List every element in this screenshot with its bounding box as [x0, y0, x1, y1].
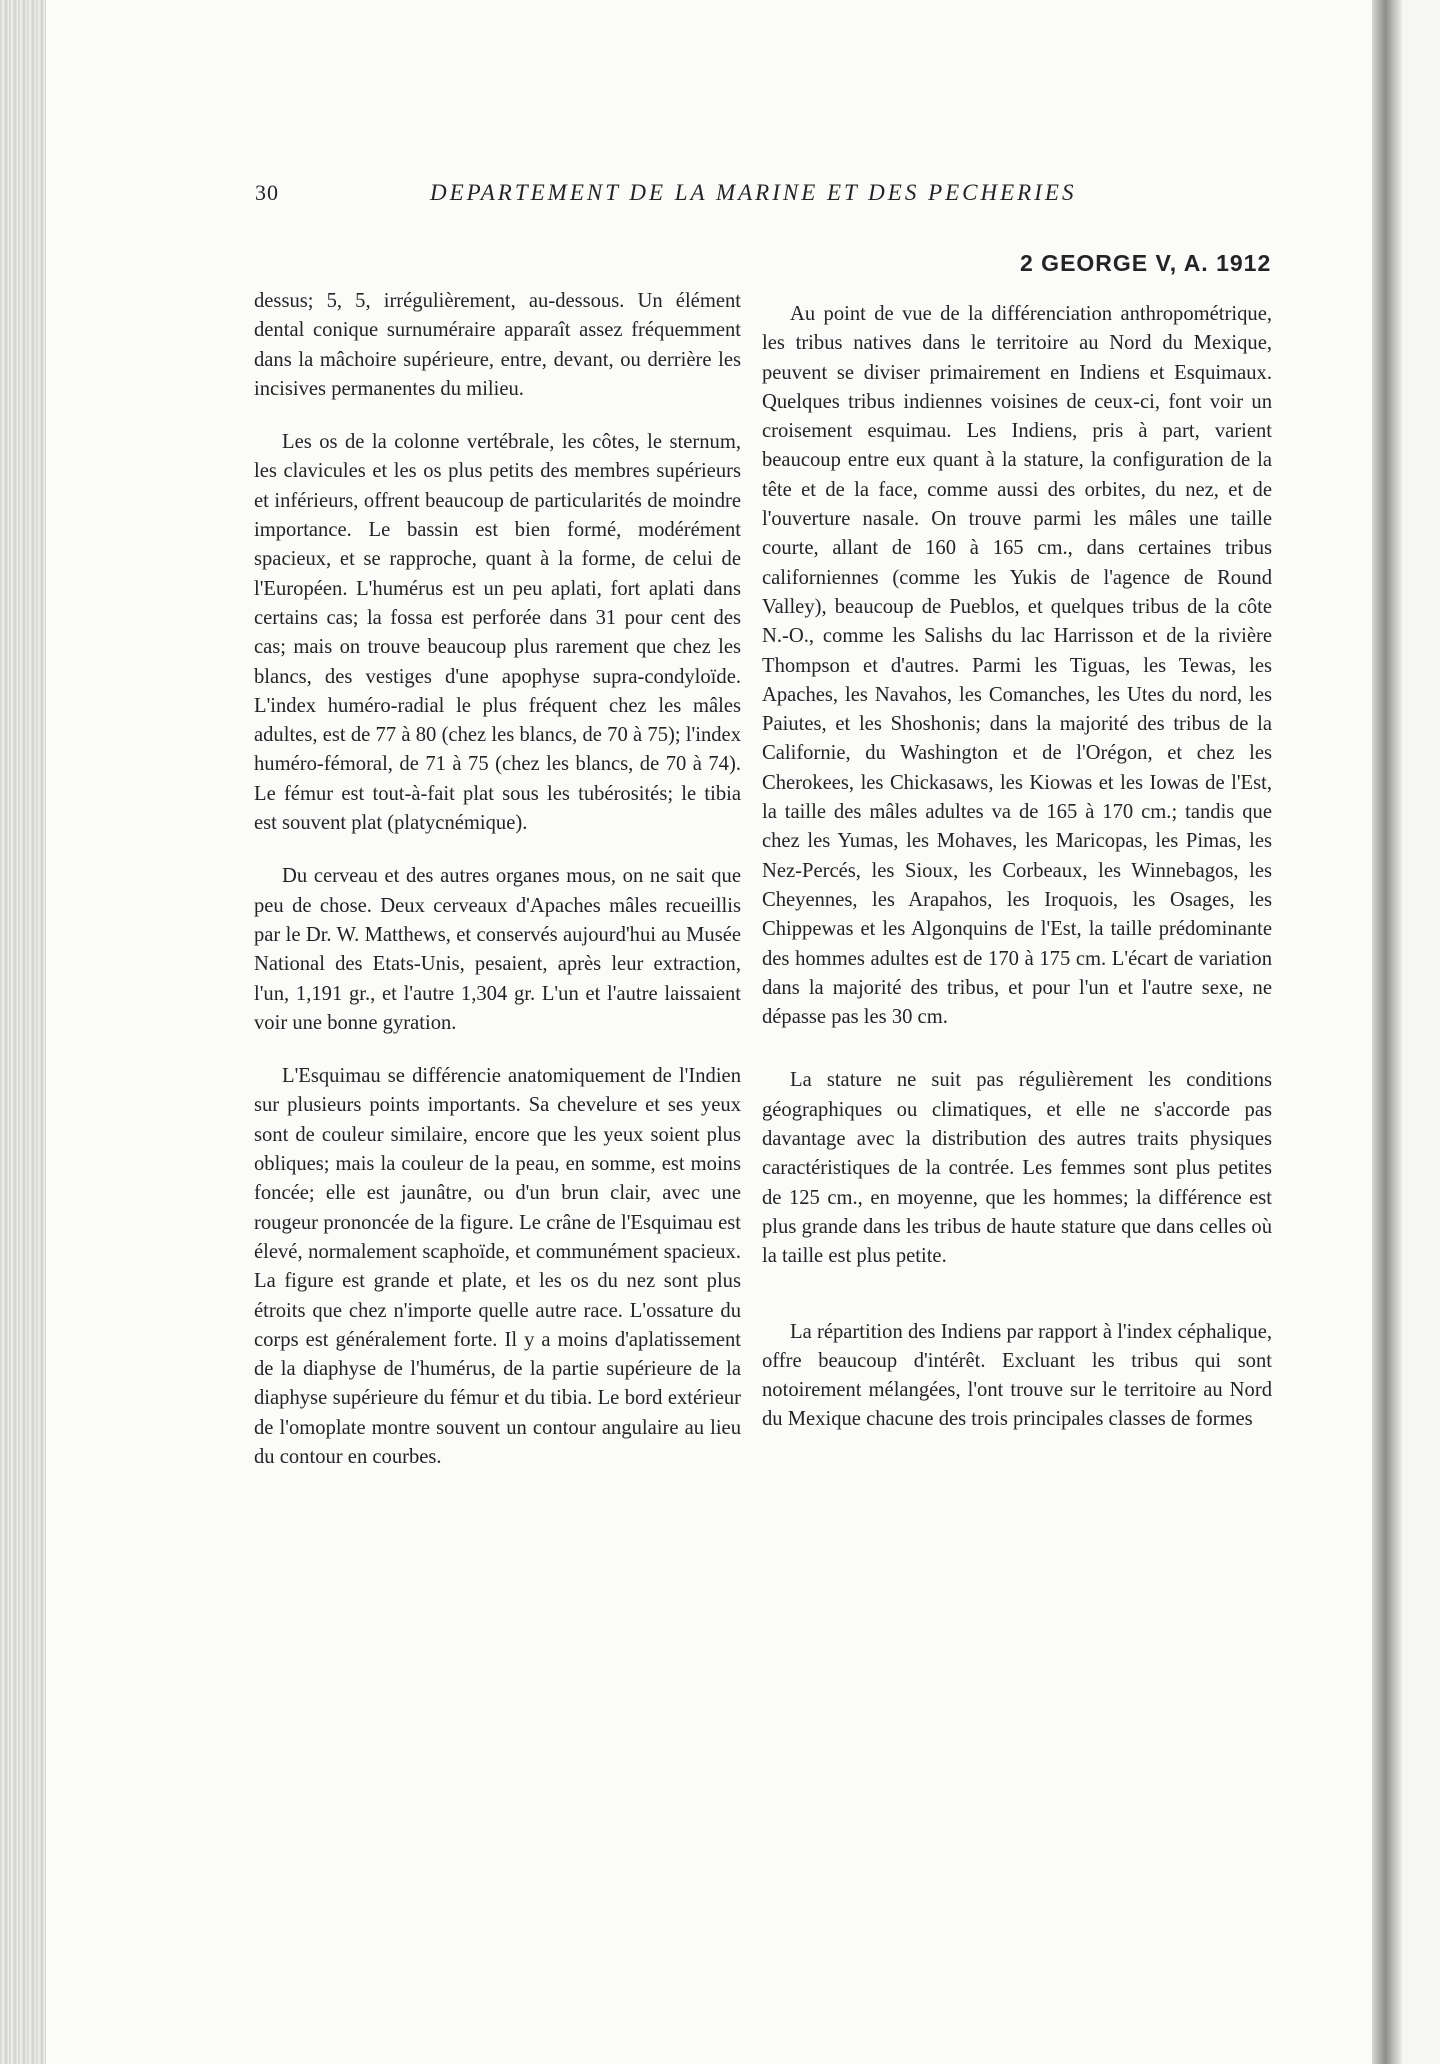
page-header	[255, 180, 1285, 230]
running-head: DEPARTEMENT DE LA MARINE ET DES PECHERIES	[430, 180, 1077, 205]
paragraph: Du cerveau et des autres organes mous, on ne sait que peu de chose. Deux cerveaux d'Apaches mâles recueillis par le Dr. W. Matthews, et conservés aujourd'hui au Musée National des Etats-Unis, pesaient, après leur extraction, l'un, 1,191 gr., et l'autre 1,304 gr. L'un et l'autre laissaient voir une bonne gyration.	[254, 865, 741, 1034]
paragraph: L'Esquimau se différencie anatomiquement de l'Indien sur plusieurs points importants. Sa chevelure et ses yeux sont de couleur similaire, encore que les yeux soient plus obliques; mais la couleur de la peau, en somme, est moins foncée; elle est jaunâtre, ou d'un brun clair, avec une rougeur prononcée de la figure. Le crâne de l'Esquimau est élevé, normalement scaphoïde, et communément spacieux. La figure est grande et plate, et les os du nez sont plus étroits que chez n'importe quelle autre race. L'ossature du corps est généralement forte. Il y a moins d'aplatissement de la diaphyse de l'humérus, de la partie supérieure de la diaphyse supérieure du fémur et du tibia. Le bord extérieur de l'omoplate montre souvent un contour angulaire au lieu du contour en courbes.	[254, 1065, 741, 1468]
right-column	[762, 300, 1272, 1459]
paragraph: La répartition des Indiens par rapport à l'index céphalique, offre beaucoup d'intérêt. Excluant les tribus qui sont notoirement mélangées, l'ont trouve sur le territoire au Nord du Mexique chacune des trois principales classes de formes	[762, 1320, 1272, 1431]
page-number: 30	[255, 180, 279, 205]
session-label: 2 GEORGE V, A. 1912	[1020, 250, 1272, 276]
paragraph: Les os de la colonne vertébrale, les côtes, le sternum, les clavicules et les os plus petits des membres supérieurs et inférieurs, offrent beaucoup de particularités de moindre importance. Le bassin est bien formé, modérément spacieux, et se rapproche, quant à la forme, de celui de l'Européen. L'humérus est un peu aplati, fort aplati dans certains cas; la fossa est perforée dans 31 pour cent des cas; mais on trouve beaucoup plus rarement que chez les blancs, des vestiges d'une apophyse supra-condyloïde. L'index huméro-radial le plus fréquent chez les mâles adultes, est de 77 à 80 (chez les blancs, de 70 à 75); l'index huméro-fémoral, de 71 à 75 (chez les blancs, de 70 à 74). Le fémur est tout-à-fait plat sous les tubérosités; le tibia est souvent plat (platycnémique).	[254, 431, 741, 835]
paragraph: dessus; 5, 5, irrégulièrement, au-dessous. Un élément dental conique surnuméraire apparaît assez fréquemment dans la mâchoire supérieure, entre, devant, ou derrière les incisives permanentes du milieu.	[254, 290, 741, 400]
left-column	[254, 287, 741, 1496]
book-gutter-shadow	[1372, 0, 1402, 2064]
scan-margin	[1402, 0, 1440, 2064]
paragraph: Au point de vue de la différenciation anthropométrique, les tribus natives dans le territoire au Nord du Mexique, peuvent se diviser primairement en Indiens et Esquimaux. Quelques tribus indiennes voisines de ceux-ci, font voir un croisement esquimau. Les Indiens, pris à part, varient beaucoup entre eux quant à la stature, la configuration de la tête et de la face, comme aussi des orbites, du nez, et de l'ouverture nasale. On trouve parmi les mâles une taille courte, allant de 160 à 165 cm., dans certaines tribus californiennes (comme les Yukis de l'agence de Round Valley), beaucoup de Pueblos, et quelques tribus de la côte N.-O., comme les Salishs du lac Harrisson et de la rivière Thompson et d'autres. Parmi les Tiguas, les Tewas, les Apaches, les Navahos, les Comanches, les Utes du nord, les Paiutes, et les Shoshonis; dans la majorité des tribus de la Californie, du Washington et de l'Orégon, et chez les Cherokees, les Chickasaws, les Kiowas et les Iowas de l'Est, la taille des mâles adultes va de 165 à 170 cm.; tandis que chez les Yumas, les Mohaves, les Maricopas, les Pimas, les Nez-Percés, les Sioux, les Corbeaux, les Winnebagos, les Cheyennes, les Arapahos, les Iroquois, les Osages, les Chippewas et les Algonquins de l'Est, la taille prédominante des hommes adultes est de 170 à 175 cm. L'écart de variation dans la majorité des tribus, et pour l'un et l'autre sexe, ne dépasse pas les 30 cm.	[762, 303, 1272, 1029]
paragraph: La stature ne suit pas régulièrement les conditions géographiques ou climatiques, et elle ne s'accorde pas davantage avec la distribution des autres traits physiques caractéristiques de la contrée. Les femmes sont plus petites de 125 cm., en moyenne, que les hommes; la différence est plus grande dans les tribus de haute stature que dans celles où la taille est plus petite.	[762, 1069, 1272, 1268]
